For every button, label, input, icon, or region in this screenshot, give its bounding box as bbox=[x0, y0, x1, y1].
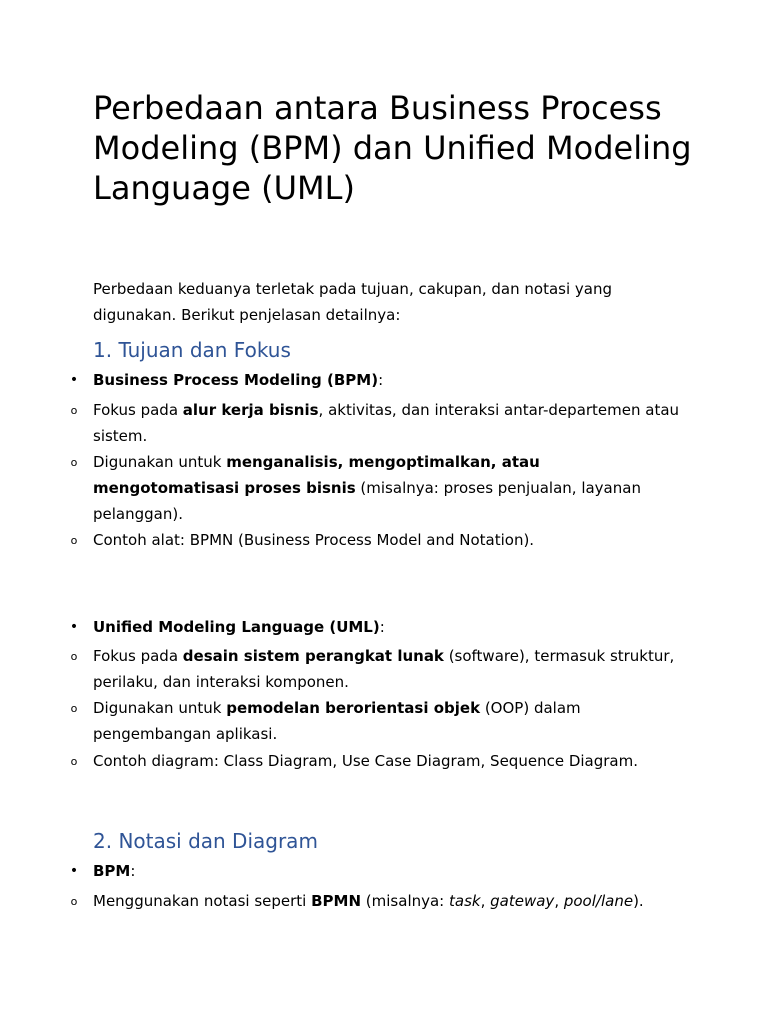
colon: : bbox=[378, 371, 384, 389]
item-text: , aktivitas, dan interaksi antar-departemen atau sistem. bbox=[93, 401, 680, 445]
colon: : bbox=[130, 862, 136, 880]
item-italic-text: task bbox=[449, 892, 481, 910]
item-text: (misalnya: proses penjualan, layanan pelanggan). bbox=[93, 479, 641, 523]
bullet-circle-icon: o bbox=[70, 702, 78, 715]
bpm-label: Business Process Modeling (BPM) bbox=[93, 371, 379, 389]
bullet-circle-icon: o bbox=[70, 755, 78, 768]
bullet-circle-icon: o bbox=[70, 456, 78, 469]
item-text: Contoh alat: BPMN (Business Process Model and Notation). bbox=[93, 531, 535, 549]
item-text: , bbox=[480, 892, 491, 910]
sub-list-item bbox=[70, 449, 683, 527]
bullet-disc-icon: • bbox=[69, 863, 79, 879]
item-text: (misalnya: bbox=[361, 892, 450, 910]
bullet-circle-icon: o bbox=[70, 650, 78, 663]
list-item-bpm bbox=[69, 367, 683, 393]
sub-list-item bbox=[70, 527, 683, 553]
bpm-label: BPM bbox=[93, 862, 131, 880]
uml-label: Unified Modeling Language (UML) bbox=[93, 618, 380, 636]
sub-list-item bbox=[70, 888, 683, 914]
item-text: , bbox=[554, 892, 564, 910]
section-heading-tujuan: 1. Tujuan dan Fokus bbox=[93, 338, 291, 362]
document-title: Perbedaan antara Business Process Modeling (BPM) dan Unified Modeling Language (UML) bbox=[93, 89, 692, 207]
bullet-disc-icon: • bbox=[69, 619, 79, 635]
item-bold-text: BPMN bbox=[311, 892, 362, 910]
list-item-uml bbox=[69, 614, 683, 640]
item-italic-text: pool/lane bbox=[563, 892, 634, 910]
item-bold-text: pemodelan berorientasi objek bbox=[226, 699, 481, 717]
item-text: Fokus pada bbox=[93, 401, 183, 419]
bullet-disc-icon: • bbox=[69, 372, 79, 388]
item-bold-text: desain sistem perangkat lunak bbox=[182, 647, 444, 665]
item-text: (software), termasuk struktur, perilaku, dan interaksi komponen. bbox=[93, 647, 675, 691]
bullet-circle-icon: o bbox=[70, 534, 78, 547]
item-bold-text: menganalisis, mengoptimalkan, atau mengotomatisasi proses bisnis bbox=[93, 453, 540, 497]
sub-list-item bbox=[70, 695, 683, 747]
sub-list-item bbox=[70, 397, 683, 449]
sub-list-item bbox=[70, 748, 683, 774]
item-text: Menggunakan notasi seperti bbox=[93, 892, 312, 910]
item-italic-text: gateway bbox=[490, 892, 555, 910]
item-text: Digunakan untuk bbox=[93, 453, 227, 471]
colon: : bbox=[379, 618, 385, 636]
item-bold-text: alur kerja bisnis bbox=[182, 401, 319, 419]
list-item-bpm bbox=[69, 858, 683, 884]
item-text: Contoh diagram: Class Diagram, Use Case Diagram, Sequence Diagram. bbox=[93, 752, 638, 770]
item-text: Digunakan untuk bbox=[93, 699, 227, 717]
sub-list-item bbox=[70, 643, 683, 695]
item-text: Fokus pada bbox=[93, 647, 183, 665]
bullet-circle-icon: o bbox=[70, 404, 78, 417]
section-heading-notasi: 2. Notasi dan Diagram bbox=[93, 829, 318, 853]
item-text: (OOP) dalam pengembangan aplikasi. bbox=[93, 699, 581, 743]
bullet-circle-icon: o bbox=[70, 895, 78, 908]
item-text: ). bbox=[633, 892, 644, 910]
intro-paragraph: Perbedaan keduanya terletak pada tujuan, cakupan, dan notasi yang digunakan. Berikut penjelasan detailnya: bbox=[93, 280, 612, 324]
